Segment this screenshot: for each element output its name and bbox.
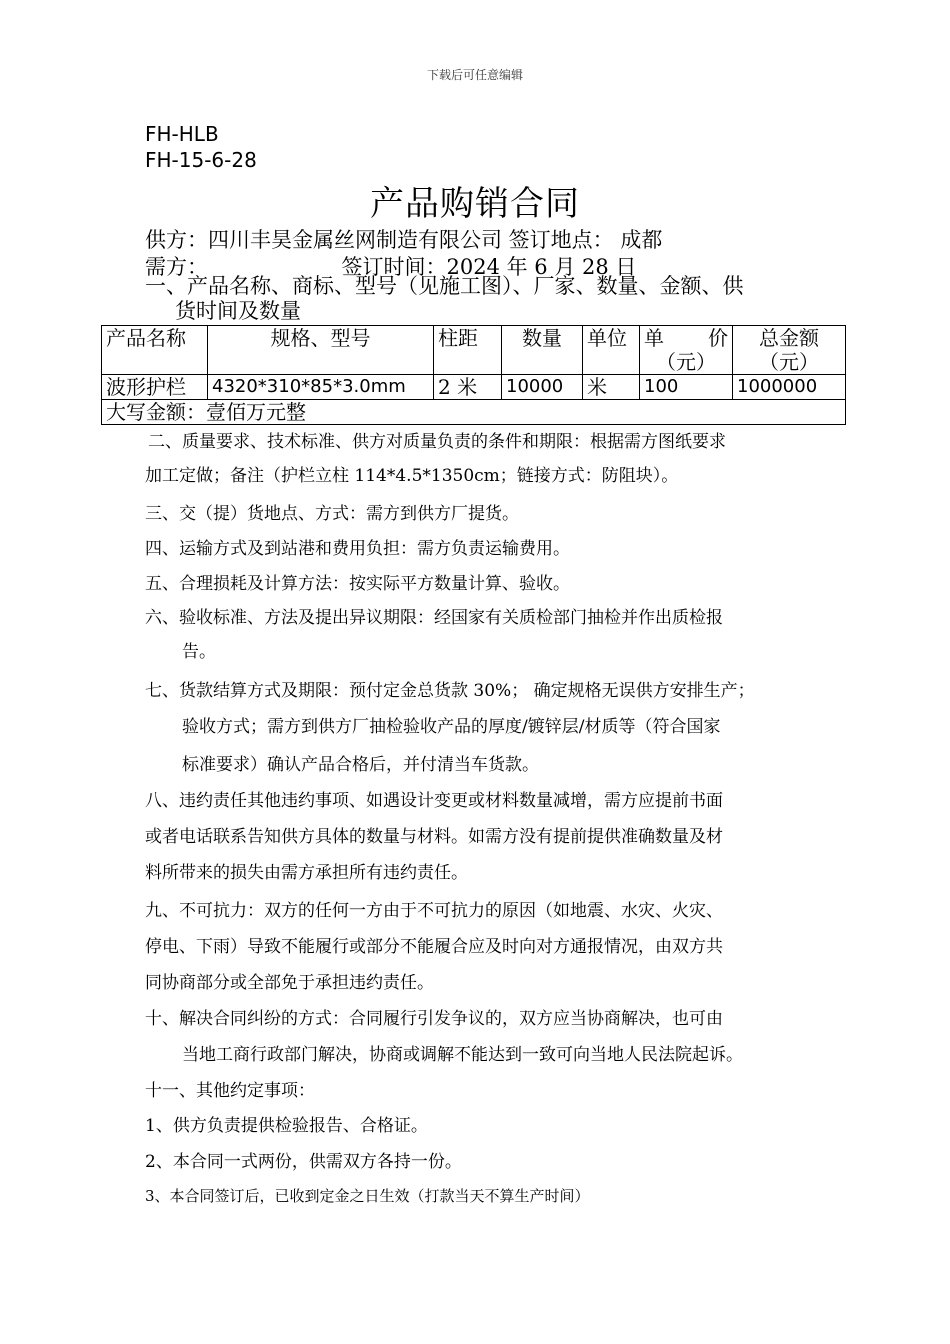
- clause-9-line3: 同协商部分或全部免于承担违约责任。: [145, 973, 434, 993]
- header-price-unit: （元）: [656, 350, 716, 374]
- contract-number: FH-15-6-28: [145, 148, 257, 172]
- clause-11-item-3: 3、本合同签订后，已收到定金之日生效（打款当天不算生产时间）: [145, 1187, 590, 1205]
- clause-9: [145, 893, 815, 1001]
- clause-7-line1: 七、货款结算方式及期限：预付定金总货款 30%； 确定规格无误供方安排生产；: [145, 681, 755, 701]
- table-amount-row: [102, 400, 846, 425]
- cell-amount-in-words: 大写金额：壹佰万元整: [102, 400, 846, 425]
- contract-code: FH-HLB: [145, 122, 219, 146]
- header-price-part-b: 价: [708, 326, 728, 350]
- clause-2-line2: 加工定做；备注（护栏立柱 114*4.5*1350cm；链接方式：防阻块）。: [145, 466, 679, 486]
- product-table: [101, 325, 846, 425]
- header-total: [733, 326, 846, 375]
- clause-10: [145, 1001, 815, 1073]
- header-price-part-a: 单: [644, 326, 664, 350]
- clause-11-item-2: 2、本合同一式两份，供需双方各持一份。: [145, 1152, 462, 1172]
- header-spacing: 柱距: [434, 326, 502, 375]
- clause-9-line1: 九、不可抗力：双方的任何一方由于不可抗力的原因（如地震、水灾、火灾、: [145, 901, 723, 921]
- table-row: [102, 375, 846, 400]
- clause-8-line3: 料所带来的损失由需方承担所有违约责任。: [145, 863, 468, 883]
- clause-8-line1: 八、违约责任其他违约事项、如遇设计变更或材料数量减增，需方应提前书面: [145, 791, 723, 811]
- clause-3: 三、交（提）货地点、方式：需方到供方厂提货。: [145, 504, 519, 524]
- clause-6: [145, 601, 815, 669]
- buyer-line: 需方： 签订时间：2024 年 6 月 28 日: [145, 255, 637, 279]
- cell-quantity: 10000: [502, 375, 583, 400]
- document-title: 产品购销合同: [370, 184, 580, 224]
- clause-7-line3: 标准要求）确认产品合格后，并付清当车货款。: [182, 755, 539, 775]
- clause-5: 五、合理损耗及计算方法：按实际平方数量计算、验收。: [145, 574, 570, 594]
- header-unit-price: [640, 326, 733, 375]
- clause-4: 四、运输方式及到站港和费用负担：需方负责运输费用。: [145, 539, 570, 559]
- clause-6-line2: 告。: [182, 642, 216, 662]
- cell-total: 1000000: [733, 375, 846, 400]
- header-product-name: 产品名称: [102, 326, 208, 375]
- section-1-line2: 货时间及数量: [175, 299, 301, 323]
- header-total-label: 总金额: [759, 326, 819, 350]
- cell-spacing: 2 米: [434, 375, 502, 400]
- clause-6-line1: 六、验收标准、方法及提出异议期限：经国家有关质检部门抽检并作出质检报: [145, 608, 723, 628]
- header-total-unit: （元）: [759, 350, 819, 374]
- cell-unit: 米: [583, 375, 640, 400]
- header-note: 下载后可任意编辑: [426, 68, 523, 82]
- header-spec: 规格、型号: [208, 326, 434, 375]
- clause-7-line2: 验收方式；需方到供方厂抽检验收产品的厚度/镀锌层/材质等（符合国家: [182, 717, 721, 737]
- cell-product-name: 波形护栏: [102, 375, 208, 400]
- clause-7: [145, 674, 815, 784]
- cell-unit-price: 100: [640, 375, 733, 400]
- clause-8-line2: 或者电话联系告知供方具体的数量与材料。如需方没有提前提供准确数量及材: [145, 827, 723, 847]
- table-header-row: [102, 326, 846, 375]
- section-1-heading: [145, 274, 805, 324]
- clause-8: [145, 783, 815, 891]
- clause-9-line2: 停电、下雨）导致不能履行或部分不能履合应及时向对方通报情况，由双方共: [145, 937, 723, 957]
- clause-2: [145, 425, 818, 493]
- clause-2-line1: 二、质量要求、技术标准、供方对质量负责的条件和期限：根据需方图纸要求: [148, 432, 726, 452]
- header-quantity: 数量: [502, 326, 583, 375]
- header-unit: 单位: [583, 326, 640, 375]
- supplier-line: 供方：四川丰昊金属丝网制造有限公司 签订地点： 成都: [145, 228, 663, 252]
- section-1-line1: 一、产品名称、商标、型号（见施工图）、厂家、数量、金额、供: [145, 274, 744, 298]
- clause-11-heading: 十一、其他约定事项：: [145, 1081, 315, 1101]
- cell-spec: 4320*310*85*3.0mm: [208, 375, 434, 400]
- clause-11-item-1: 1、供方负责提供检验报告、合格证。: [145, 1116, 428, 1136]
- clause-10-line1: 十、解决合同纠纷的方式：合同履行引发争议的，双方应当协商解决，也可由: [145, 1009, 723, 1029]
- clause-10-line2: 当地工商行政部门解决，协商或调解不能达到一致可向当地人民法院起诉。: [182, 1045, 743, 1065]
